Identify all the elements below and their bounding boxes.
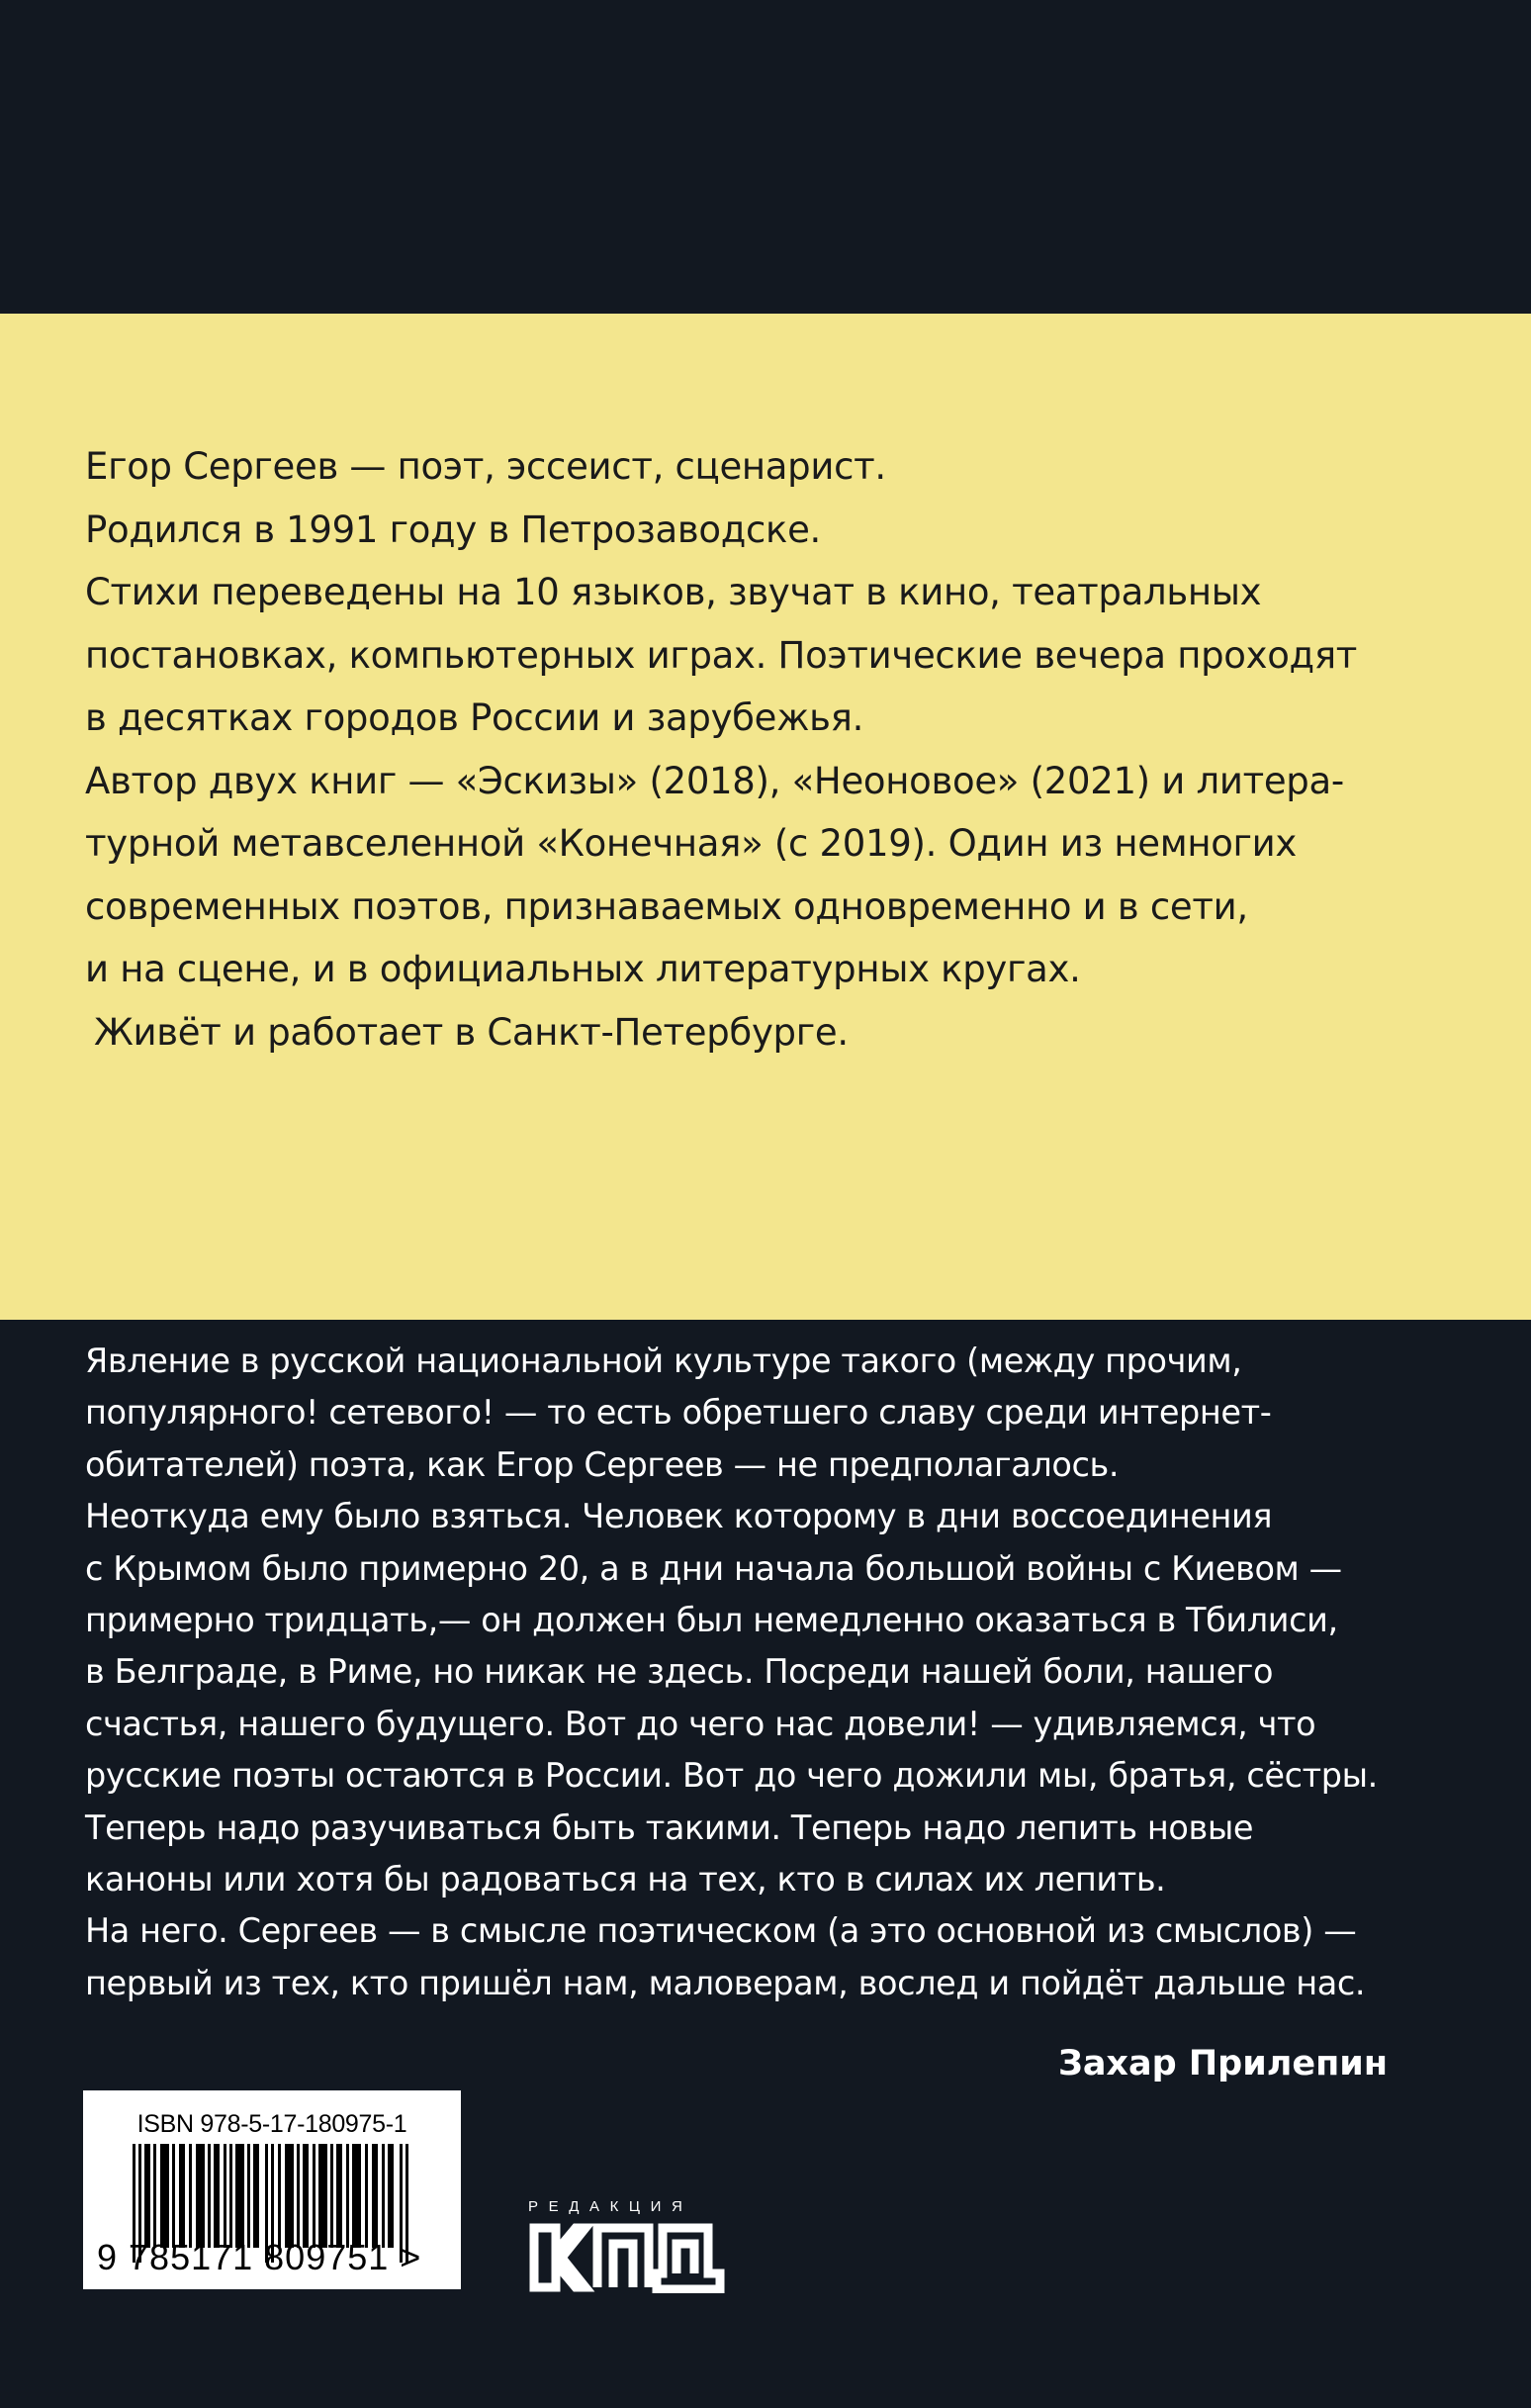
quote-line: обитателей) поэта, как Егор Сергеев — не предполагалось. xyxy=(85,1444,1120,1484)
quote-line: с Крымом было примерно 20, а в дни начала большой войны с Киевом — xyxy=(85,1548,1342,1588)
bio-line: Живёт и работает в Санкт-Петербурге. xyxy=(94,1010,849,1054)
bio-line: Егор Сергеев — поэт, эссеист, сценарист. xyxy=(85,445,886,488)
bio-line: Стихи переведены на 10 языков, звучат в кино, театральных xyxy=(85,571,1262,613)
quote-line: Теперь надо разучиваться быть такими. Теперь надо лепить новые xyxy=(85,1807,1254,1847)
quote-line: популярного! сетевого! — то есть обретшего славу среди интернет- xyxy=(85,1393,1272,1433)
quote-line: в Белграде, в Риме, но никак не здесь. Посреди нашей боли, нашего xyxy=(85,1652,1274,1692)
quote-line: На него. Сергеев — в смысле поэтическом (а это основной из смыслов) — xyxy=(85,1911,1357,1951)
barcode-digits: 9 785171 809751 > xyxy=(97,2237,422,2277)
top-dark-band xyxy=(0,0,1531,314)
bio-line: современных поэтов, признаваемых одновременно и в сети, xyxy=(85,884,1248,928)
quote-line: русские поэты остаются в России. Вот до чего дожили мы, братья, сёстры. xyxy=(85,1756,1378,1796)
bio-line: турной метавселенной «Конечная» (с 2019). Один из немногих xyxy=(85,822,1298,865)
quote-line: каноны или хотя бы радоваться на тех, кто в силах их лепить. xyxy=(85,1860,1166,1899)
author-bio xyxy=(85,435,1489,1064)
quote-line: примерно тридцать,— он должен был немедленно оказаться в Тбилиси, xyxy=(85,1601,1338,1640)
quote-line: первый из тех, кто пришёл нам, маловерам, вослед и пойдёт дальше нас. xyxy=(85,1963,1366,2002)
publisher-logo xyxy=(528,2198,726,2297)
review-quote xyxy=(85,1336,1489,2009)
publisher-caption: РЕДАКЦИЯ xyxy=(528,2198,693,2215)
quote-line: Явление в русской национальной культуре такого (между прочим, xyxy=(85,1342,1242,1380)
quote-line: Неоткуда ему было взяться. Человек которому в дни воссоединения xyxy=(85,1497,1273,1536)
bio-line: Автор двух книг — «Эскизы» (2018), «Неоновое» (2021) и литера- xyxy=(85,759,1344,802)
isbn-barcode-block xyxy=(83,2090,461,2289)
review-author: Захар Прилепин xyxy=(1057,2044,1388,2084)
isbn-label: ISBN 978-5-17-180975-1 xyxy=(136,2110,407,2138)
bio-line: постановках, компьютерных играх. Поэтические вечера проходят xyxy=(85,633,1358,677)
bio-line: и на сцене, и в официальных литературных кругах. xyxy=(85,948,1081,990)
kpd-logo-icon xyxy=(528,2222,726,2293)
quote-line: счастья, нашего будущего. Вот до чего нас довели! — удивляемся, что xyxy=(85,1704,1316,1743)
bio-line: Родился в 1991 году в Петрозаводске. xyxy=(85,508,822,551)
bio-line: в десятках городов России и зарубежья. xyxy=(85,696,864,739)
